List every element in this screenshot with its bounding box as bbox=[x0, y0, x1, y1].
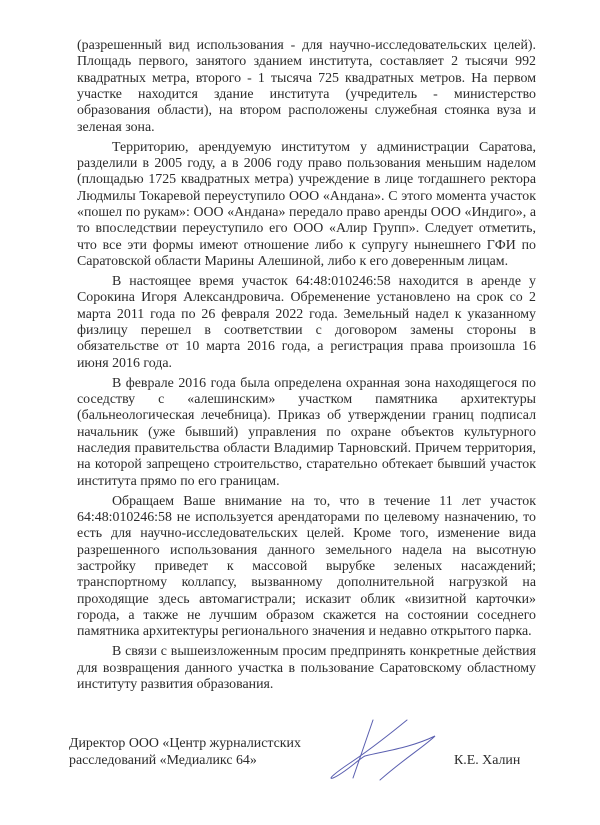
letter-body bbox=[77, 38, 536, 697]
signatory-position-line2: расследований «Медиаликс 64» bbox=[69, 752, 257, 768]
paragraph-current-lease: В настоящее время участок 64:48:010246:58 находится в аренде у Сорокина Игоря Александровича. Обременение установлено на срок со 2 марта 2011 года по 26 февраля 2022 года. Земельный надел к указанному физлицу перешел в соответствии с договором замены стороны в обязательстве от 10 марта 2016 года, а регистрация права произошла 16 июня 2016 года. bbox=[77, 274, 536, 371]
paragraph-land-use: (разрешенный вид использования - для научно-исследовательских целей). Площадь первого, занятого зданием института, составляет 2 тысячи 992 квадратных метра, второго - 1 тысяча 725 квадратных метров. На первом участке находится здание института (учредитель - министерство образования области), на втором расположены служебная стоянка вуза и зеленая зона. bbox=[77, 38, 536, 135]
paragraph-protection-zone: В феврале 2016 года была определена охранная зона находящегося по соседству с «алешинским» участком памятника архитектуры (бальнеологическая лечебница). Приказ об утверждении границ подписал начальник (уже бывший) управления по охране объектов культурного наследия правительства области Владимир Тарновский. Причем территория, на которой запрещено строительство, старательно обтекает бывший участок института прямо по его границам. bbox=[77, 375, 536, 489]
signatory-position bbox=[69, 736, 301, 769]
paragraph-territory-history: Территорию, арендуемую институтом у администрации Саратова, разделили в 2005 году, а в 2006 году право пользования меньшим наделом (площадью 1725 квадратных метра) учреждение в лице тогдашнего ректора Людмилы Токаревой переуступило ООО «Андана». С этого момента участок «пошел по рукам»: ООО «Андана» передало право аренды ООО «Индиго», а то впоследствии переуступило его ООО «Алир Групп». Следует отметить, что все эти формы имеют отношение либо к супругу нынешнего ГФИ по Саратовской области Марины Алешиной, либо к его доверенным лицам. bbox=[77, 139, 536, 270]
handwritten-signature bbox=[325, 718, 445, 788]
paragraph-concerns: Обращаем Ваше внимание на то, что в течение 11 лет участок 64:48:010246:58 не используется арендаторами по целевому назначению, то есть для научно-исследовательских целей. Кроме того, изменение вида разрешенного использования данного земельного надела на высотную застройку приведет к массовой вырубке зеленых насаждений; транспортному коллапсу, вызванному дополнительной нагрузкой на проходящие здесь автомагистрали; исказит облик «визитной карточки» города, а также не лучшим образом скажется на состоянии соседнего памятника архитектуры регионального значения и недавно открытого парка. bbox=[77, 493, 536, 640]
signatory-position-line1: Директор ООО «Центр журналистских bbox=[69, 736, 301, 751]
paragraph-request: В связи с вышеизложенным просим предпринять конкретные действия для возвращения данного участка в пользование Саратовскому областному институту развития образования. bbox=[77, 644, 536, 693]
signature-stroke-2 bbox=[331, 720, 435, 780]
signatory-name: К.Е. Халин bbox=[454, 753, 521, 768]
